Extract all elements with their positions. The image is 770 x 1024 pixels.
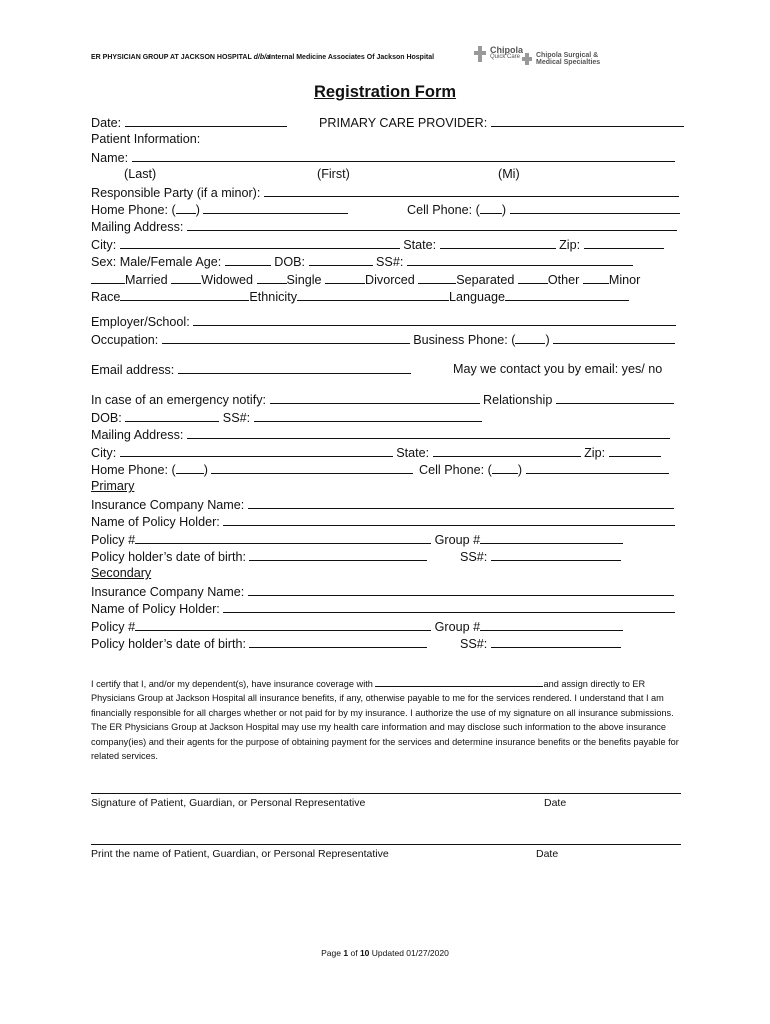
emergency-dob-field[interactable] (125, 409, 219, 422)
cert-assign: and assign (543, 679, 588, 689)
page-footer (0, 948, 770, 958)
emergency-label: In case of an emergency notify: (91, 393, 267, 408)
row-race (91, 288, 681, 305)
email-field[interactable] (178, 361, 411, 374)
ss-label: SS#: (376, 255, 404, 270)
email-label: Email address: (91, 363, 175, 378)
secondary-ss-field[interactable] (491, 635, 621, 648)
responsible-label: Responsible Party (if a minor): (91, 185, 261, 200)
employer-field[interactable] (193, 313, 676, 326)
secondary-holder-field[interactable] (223, 600, 675, 613)
row-secondary-holder (91, 600, 681, 617)
relationship-field[interactable] (556, 391, 674, 404)
ethnicity-field[interactable] (297, 288, 449, 301)
logo2-line1: Chipola Surgical & (536, 52, 599, 59)
primary-insurance-heading: Primary (91, 479, 135, 494)
row-phones (91, 201, 681, 218)
widowed-label: Widowed (201, 272, 253, 287)
logo1-sub: Quick Care (490, 54, 521, 60)
paren: ) (501, 202, 507, 217)
footer-total: 10 (359, 948, 370, 958)
primary-group-label: Group # (434, 532, 481, 547)
mailing-field[interactable] (187, 218, 677, 231)
signature-label: Signature of Patient, Guardian, or Personal Representative (91, 797, 366, 809)
cell-phone-label: Cell Phone: ( (407, 202, 480, 217)
cert-body: directly to ER Physicians Group at Jackson Hospital all insurance benefits, if any, otherwise payable to me for the services rendered. I understand that I am financially responsible for all charges whether or not paid for by my insurance. I authorize the use of my signature on all insurance submissions. The ER Physicians Group at Jackson Hospital may use my health care information and may disclose such information to the above insurance company(ies) and their agents for the purpose of obtaining payment for the services and determine insurance benefits or the benefits payable for related services. (91, 679, 679, 762)
emergency-ss-label: SS#: (222, 410, 251, 425)
patient-info-heading: Patient Information: (91, 132, 201, 147)
row-employer (91, 313, 681, 330)
language-field[interactable] (505, 288, 629, 301)
separated-blank[interactable] (418, 271, 456, 284)
signature-line[interactable] (91, 793, 681, 794)
primary-ss-label: SS#: (460, 549, 488, 564)
primary-policy-label: Policy # (91, 532, 136, 547)
age-field[interactable] (225, 253, 271, 266)
emergency-cell-phone-label: Cell Phone: ( (419, 463, 492, 478)
pcp-label: PRIMARY CARE PROVIDER: (319, 116, 488, 130)
relationship-label: Relationship (483, 393, 553, 408)
zip-field[interactable] (584, 236, 664, 249)
emergency-cell-area[interactable] (492, 461, 518, 474)
row-emergency-city (91, 444, 681, 461)
married-blank[interactable] (91, 271, 125, 284)
logo2-line2: Medical Specialties (536, 59, 601, 66)
emergency-zip-field[interactable] (609, 444, 661, 457)
home-phone-area[interactable] (176, 201, 196, 214)
paren: ) (203, 463, 208, 478)
paren: ) (545, 332, 550, 347)
primary-company-label: Insurance Company Name: (91, 497, 245, 512)
secondary-company-field[interactable] (248, 583, 674, 596)
secondary-holder-dob-field[interactable] (249, 635, 427, 648)
responsible-field[interactable] (264, 184, 679, 197)
row-city (91, 236, 681, 253)
header-dba: d/b/a (253, 54, 270, 61)
separated-label: Separated (456, 272, 515, 287)
ss-field[interactable] (407, 253, 633, 266)
secondary-group-field[interactable] (480, 618, 623, 631)
secondary-holder-dob-label: Policy holder’s date of birth: (91, 636, 246, 651)
employer-label: Employer/School: (91, 315, 190, 330)
row-emergency-dob (91, 409, 681, 426)
emergency-home-area[interactable] (176, 461, 204, 474)
print-date-label: Date (536, 848, 559, 860)
minor-blank[interactable] (583, 271, 609, 284)
primary-ss-field[interactable] (491, 548, 621, 561)
first-name-label: (First) (317, 167, 350, 182)
emergency-state-label: State: (396, 445, 430, 460)
pcp-field[interactable] (491, 114, 684, 127)
primary-holder-field[interactable] (223, 513, 675, 526)
row-secondary-holder-dob (91, 635, 681, 652)
primary-policy-field[interactable] (135, 531, 431, 544)
row-mailing (91, 218, 681, 235)
footer-page-num: 1 (343, 948, 349, 958)
print-name-label: Print the name of Patient, Guardian, or Personal Representative (91, 848, 389, 860)
name-label: Name: (91, 150, 129, 165)
married-label: Married (125, 272, 168, 287)
emergency-state-field[interactable] (433, 444, 581, 457)
secondary-ss-label: SS#: (460, 636, 488, 651)
emergency-city-label: City: (91, 445, 117, 460)
primary-holder-dob-label: Policy holder’s date of birth: (91, 549, 246, 564)
minor-label: Minor (608, 272, 641, 287)
primary-holder-dob-field[interactable] (249, 548, 427, 561)
emergency-dob-label: DOB: (91, 410, 122, 425)
header-org (91, 54, 270, 61)
footer-of: of (350, 948, 358, 958)
business-phone-field[interactable] (553, 331, 675, 344)
city-field[interactable] (120, 236, 400, 249)
race-field[interactable] (120, 288, 249, 301)
row-primary-holder-dob (91, 548, 681, 565)
row-primary-company (91, 496, 681, 513)
secondary-holder-label: Name of Policy Holder: (91, 602, 220, 617)
header-practice: Internal Medicine Associates Of Jackson Hospital (269, 54, 435, 61)
primary-holder-label: Name of Policy Holder: (91, 515, 220, 530)
primary-group-field[interactable] (480, 531, 623, 544)
row-secondary-company (91, 583, 681, 600)
occupation-label: Occupation: (91, 332, 159, 347)
registration-form (91, 114, 681, 652)
secondary-policy-label: Policy # (91, 619, 136, 634)
row-email (91, 361, 681, 378)
row-sex-age-dob (91, 253, 681, 270)
state-label: State: (403, 237, 437, 252)
language-label: Language (449, 289, 506, 304)
footer-page: Page (321, 948, 341, 958)
other-blank[interactable] (518, 271, 548, 284)
row-primary-policy (91, 531, 681, 548)
row-name-parts (91, 166, 681, 183)
emergency-mailing-field[interactable] (187, 426, 670, 439)
emergency-ss-field[interactable] (254, 409, 482, 422)
middle-initial-label: (Mi) (498, 167, 520, 182)
row-secondary-policy (91, 618, 681, 635)
divorced-label: Divorced (365, 272, 415, 287)
single-label: Single (286, 272, 322, 287)
single-blank[interactable] (257, 271, 287, 284)
secondary-policy-field[interactable] (135, 618, 431, 631)
page-title: Registration Form (313, 83, 457, 101)
state-field[interactable] (440, 236, 556, 249)
zip-label: Zip: (559, 237, 581, 252)
emergency-field[interactable] (270, 391, 480, 404)
widowed-blank[interactable] (171, 271, 201, 284)
dob-field[interactable] (309, 253, 373, 266)
footer-updated: Updated 01/27/2020 (371, 948, 449, 958)
chipola-surgical-logo (521, 52, 600, 66)
paren: ) (195, 202, 200, 217)
emergency-home-phone-label: Home Phone: ( (91, 463, 176, 478)
row-name (91, 149, 681, 166)
row-emergency-phones (91, 461, 681, 478)
row-responsible (91, 184, 681, 201)
row-emergency (91, 391, 681, 408)
insurance-carrier-field[interactable] (375, 676, 543, 687)
home-phone-label: Home Phone: ( (91, 202, 176, 217)
name-field[interactable] (132, 149, 675, 162)
other-label: Other (547, 272, 580, 287)
last-name-label: (Last) (124, 167, 157, 182)
emergency-city-field[interactable] (120, 444, 393, 457)
age-label: Age: (195, 255, 222, 270)
email-contact-question: May we contact you by email: yes/ no (453, 362, 663, 377)
occupation-field[interactable] (162, 331, 410, 344)
row-date-pcp (91, 114, 681, 131)
date-field[interactable] (125, 114, 287, 127)
chipola-quick-care-logo (473, 45, 523, 63)
city-label: City: (91, 237, 117, 252)
ethnicity-label: Ethnicity (249, 289, 298, 304)
sex-label: Sex: Male/Female (91, 255, 193, 270)
header-org-name: ER PHYSICIAN GROUP AT JACKSON HOSPITAL (91, 54, 252, 61)
row-marital (91, 271, 681, 288)
cert-start: I certify that I, and/or my dependent(s), have insurance coverage with (91, 679, 373, 689)
cross-logo-icon (521, 52, 533, 66)
secondary-group-label: Group # (434, 619, 481, 634)
home-phone-field[interactable] (203, 201, 348, 214)
cell-phone-area[interactable] (480, 201, 502, 214)
emergency-zip-label: Zip: (584, 445, 606, 460)
date-label: Date: (91, 116, 122, 130)
mailing-label: Mailing Address: (91, 220, 184, 235)
row-emergency-mailing (91, 426, 681, 443)
logo1-name: Chipola (490, 45, 523, 55)
race-label: Race (91, 289, 121, 304)
business-phone-area[interactable] (515, 331, 545, 344)
business-phone-label: Business Phone: ( (413, 332, 516, 347)
certification-paragraph (91, 676, 681, 763)
secondary-company-label: Insurance Company Name: (91, 584, 245, 599)
divorced-blank[interactable] (325, 271, 365, 284)
dob-label: DOB: (274, 255, 306, 270)
emergency-home-field[interactable] (211, 461, 413, 474)
emergency-mailing-label: Mailing Address: (91, 428, 184, 443)
paren: ) (517, 463, 523, 478)
primary-company-field[interactable] (248, 496, 674, 509)
signature-date-label: Date (544, 797, 567, 809)
cell-phone-field[interactable] (510, 201, 680, 214)
row-primary-holder (91, 513, 681, 530)
row-occupation (91, 331, 681, 348)
print-name-line[interactable] (91, 844, 681, 845)
cross-logo-icon (473, 45, 487, 63)
secondary-insurance-heading: Secondary (91, 566, 152, 581)
emergency-cell-field[interactable] (526, 461, 669, 474)
